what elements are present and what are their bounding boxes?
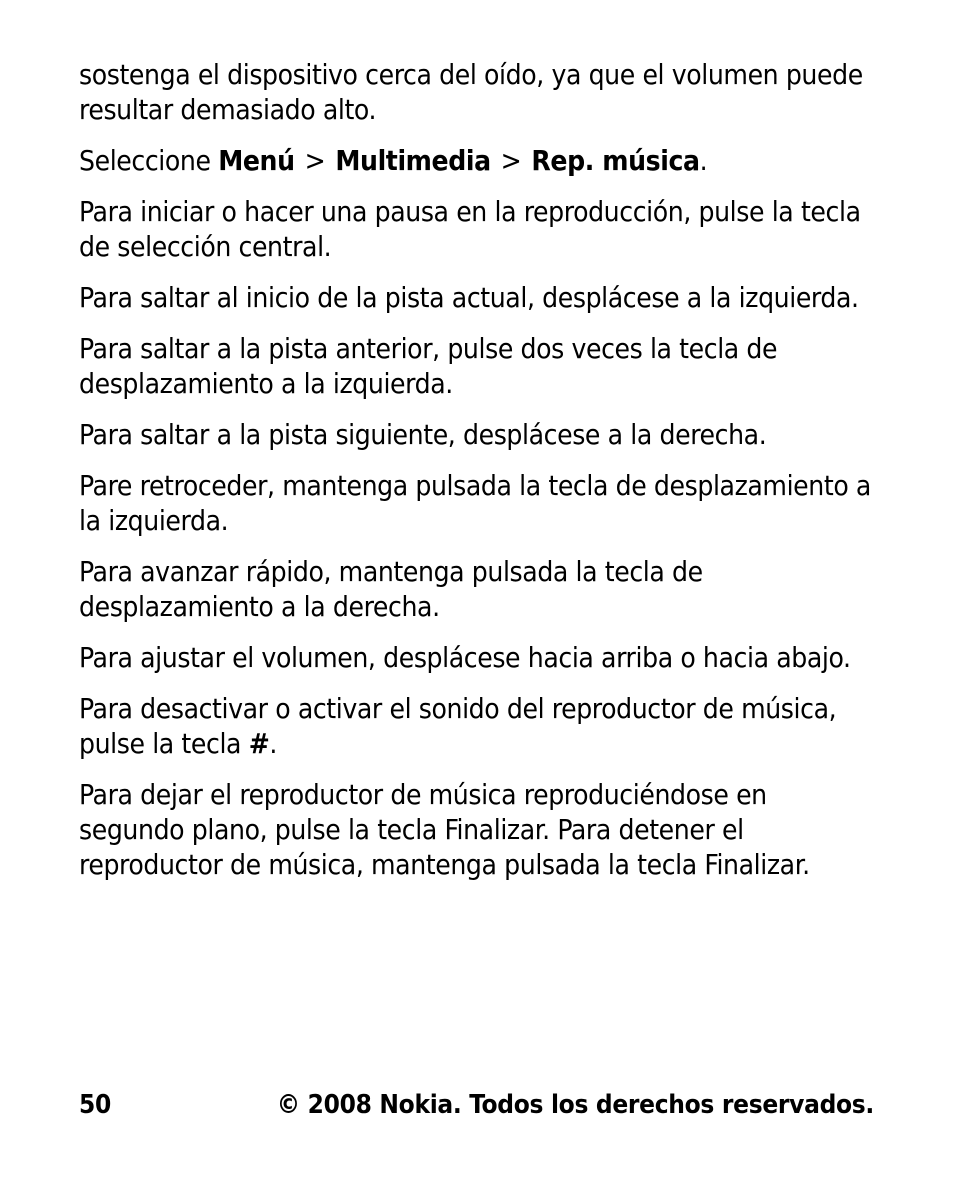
page-footer	[79, 1088, 874, 1122]
manual-page-content	[79, 57, 879, 898]
menu-separator: >	[304, 144, 326, 177]
menu-item-menu: Menú	[218, 144, 295, 177]
menu-item-multimedia: Multimedia	[335, 144, 491, 177]
menu-separator: >	[500, 144, 522, 177]
paragraph-volume-warning: sostenga el dispositivo cerca del oído, ya que el volumen puede resultar demasiado alto.	[79, 58, 863, 126]
page-number: 50	[79, 1090, 111, 1120]
menu-item-music-player: Rep. música	[531, 144, 700, 177]
select-prefix: Seleccione	[79, 144, 219, 177]
hash-key: #	[248, 727, 270, 760]
paragraph-fast-forward: Para avanzar rápido, mantenga pulsada la tecla de desplazamiento a la derecha.	[79, 555, 703, 623]
paragraph-play-pause: Para iniciar o hacer una pausa en la reproducción, pulse la tecla de selección central.	[79, 195, 861, 263]
paragraph-previous-track: Para saltar a la pista anterior, pulse dos veces la tecla de desplazamiento a la izquierda.	[79, 332, 778, 400]
paragraph-background-stop: Para dejar el reproductor de música reproduciéndose en segundo plano, pulse la tecla Finalizar. Para detener el reproductor de música, mantenga pulsada la tecla Finalizar.	[79, 778, 810, 881]
mute-text: Para desactivar o activar el sonido del reproductor de música, pulse la tecla	[79, 692, 837, 760]
copyright-notice: © 2008 Nokia. Todos los derechos reservados.	[276, 1090, 874, 1120]
paragraph-track-start: Para saltar al inicio de la pista actual, desplácese a la izquierda.	[79, 281, 859, 314]
paragraph-next-track: Para saltar a la pista siguiente, desplácese a la derecha.	[79, 418, 767, 451]
paragraph-volume: Para ajustar el volumen, desplácese hacia arriba o hacia abajo.	[79, 641, 851, 674]
paragraph-mute	[79, 691, 879, 761]
mute-end: .	[269, 727, 278, 760]
paragraph-rewind: Pare retroceder, mantenga pulsada la tecla de desplazamiento a la izquierda.	[79, 469, 871, 537]
paragraph-menu-path	[79, 143, 879, 178]
select-suffix: .	[699, 144, 708, 177]
